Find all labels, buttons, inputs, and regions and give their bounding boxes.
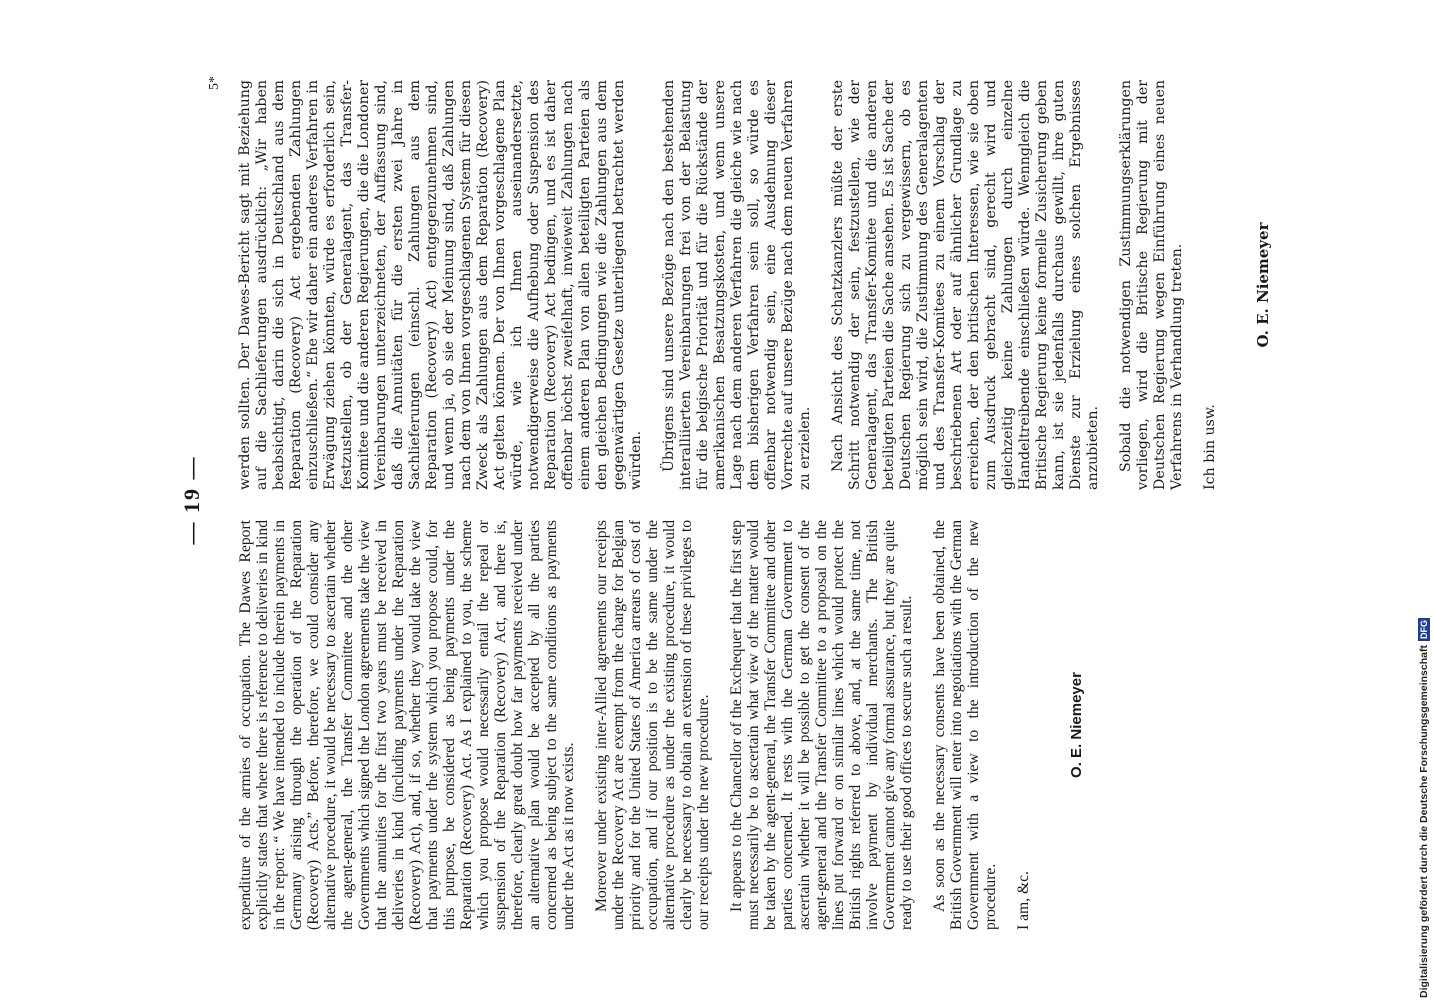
credit-text: Digitalisierung gefördert durch die Deutsche Forschungsgemeinschaft — [1418, 645, 1430, 998]
german-paragraph-4: Sobald die notwendigen Zustimmungserklärungen vorliegen, wird die Britische Regierung mit der Deutschen Regierung wegen Einführung eines neuen Verfahrens in Verhandlung treten. — [1118, 80, 1185, 490]
german-column — [237, 80, 1272, 490]
english-paragraph-2: Moreover under existing inter-Allied agreements our receipts under the Recovery Act are exempt from the charge for Belgian priority and for the United States of America arrears of cost of occupation, and if our position is to be the same under the alternative procedure as under the existing procedure, it would clearly be necessary to obtain an extension of these privileges to our receipts under the new procedure. — [593, 520, 712, 930]
english-column — [237, 520, 1085, 930]
german-paragraph-2: Übrigens sind unsere Bezüge nach den bestehenden interalliierten Vereinbarungen frei von der Belastung für die belgische Priorität und für die Rückstände der amerikanischen Besatzungskosten, und wenn unsere Lage nach dem anderen Verfahren die gleiche wie nach dem bisherigen Verfahren sein soll, so würde es offenbar notwendig sein, eine Ausdehnung dieser Vorrechte auf unsere Bezüge nach dem neuen Verfahren zu erzielen. — [661, 80, 813, 490]
page-mark: 5* — [207, 76, 222, 90]
english-paragraph-3: It appears to the Chancellor of the Exchequer that the first step must necessarily be to ascertain what view of the matter would be taken by the agent-general, the Transfer Committee and other parties concerned. It rests with the German Government to ascertain whether it will be possible to get the consent of the agent-general and the Transfer Committee to a proposal on the lines put forward or on similar lines which would protect the British rights referred to above, and, at the same time, not involve payment by individual merchants. The British Government cannot give any formal assurance, but they are quite ready to use their good offices to secure such a result. — [728, 520, 915, 930]
english-paragraph-4: As soon as the necessary consents have been obtained, the British Government will enter into negotiations with the German Government with a view to the introduction of the new procedure. — [931, 520, 999, 930]
german-paragraph-3: Nach Ansicht des Schatzkanzlers müßte der erste Schritt notwendig der sein, festzustellen, wie der Generalagent, das Transfer-Komitee und die anderen beteiligten Parteien die Sache ansehen. Es ist Sache der Deutschen Regierung sich zu vergewissern, ob es möglich sein wird, die Zustimmung des Generalagenten und des Transfer-Komitees zu einem Vorschlag der beschriebenen Art oder auf ähnlicher Grundlage zu erreichen, der den britischen Interessen, wie sie oben zum Ausdruck gebracht sind, gerecht wird und gleichzeitig keine Zahlungen durch einzelne Handeltreibende einschließen würde. Wenngleich die Britische Regierung keine formelle Zusicherung geben kann, ist sie jedenfalls durchaus gewillt, ihre guten Dienste zur Erzielung eines solchen Ergebnisses anzubieten. — [830, 80, 1101, 490]
page-header: — 19 — — [179, 455, 204, 545]
english-paragraph-1: expenditure of the armies of occupation. The Dawes Report explicitly states that where there is reference to deliveries in kind in the report: “ We have intended to include therein payments in Germany arising through the operation of the Reparation (Recovery) Acts.” Before, therefore, we could consider any alternative procedure, it would be necessary to ascertain whether the agent-general, the Transfer Committee and the other Governments which signed the London agreements take the view that the annuities for the first two years must be received in deliveries in kind (including payments under the Reparation (Recovery) Act), and, if so, whether they would take the view that payments under the system which you propose could, for this purpose, be considered as being payments under the Reparation (Recovery) Act. As I explained to you, the scheme which you propose would necessarily entail the repeal or suspension of the Reparation (Recovery) Act, and there is, therefore, clearly great doubt how far payments received under an alternative plan would be accepted by all the parties concerned as being subject to the same conditions as payments under the Act as it now exists. — [237, 520, 577, 930]
german-paragraph-1: werden sollten. Der Dawes-Bericht sagt mit Beziehung auf die Sachlieferungen ausdrücklich: „Wir haben beabsichtigt, darin die sich in Deutschland aus dem Reparation (Recovery) Act ergebenden Zahlungen einzuschließen.“ Ehe wir daher ein anderes Verfahren in Erwägung ziehen könnten, würde es erforderlich sein, festzustellen, ob der Generalagent, das Transfer-Komitee und die anderen Regierungen, die die Londoner Vereinbarungen unterzeichneten, der Auffassung sind, daß die Annuitäten für die ersten zwei Jahre in Sachlieferungen (einschl. Zahlungen aus dem Reparation (Recovery) Act) entgegenzunehmen sind, und wenn ja, ob sie der Meinung sind, daß Zahlungen nach dem von Ihnen vorgeschlagenen System für diesen Zweck als Zahlungen aus dem Reparation (Recovery) Act gelten können. Der von Ihnen vorgeschlagene Plan würde, wie ich Ihnen auseinandersetzte, notwendigerweise die Aufhebung oder Suspension des Reparation (Recovery) Act bedingen, und es ist daher offenbar höchst zweifelhaft, inwieweit Zahlungen nach einem anderen Plan von allen beteiligten Parteien als den gleichen Bedingungen wie die Zahlungen aus dem gegenwärtigen Gesetze unterliegend betrachtet werden würden. — [237, 80, 644, 490]
german-closing: Ich bin usw. — [1202, 404, 1218, 490]
german-signature: O. E. Niemeyer — [1254, 222, 1272, 348]
digitisation-credit — [1412, 8, 1434, 998]
english-closing: I am, &c. — [1015, 871, 1032, 930]
rotated-document-page — [167, 50, 1272, 950]
dfg-logo: DFG — [1419, 620, 1429, 640]
english-signature: O. E. Niemeyer — [1068, 672, 1085, 778]
